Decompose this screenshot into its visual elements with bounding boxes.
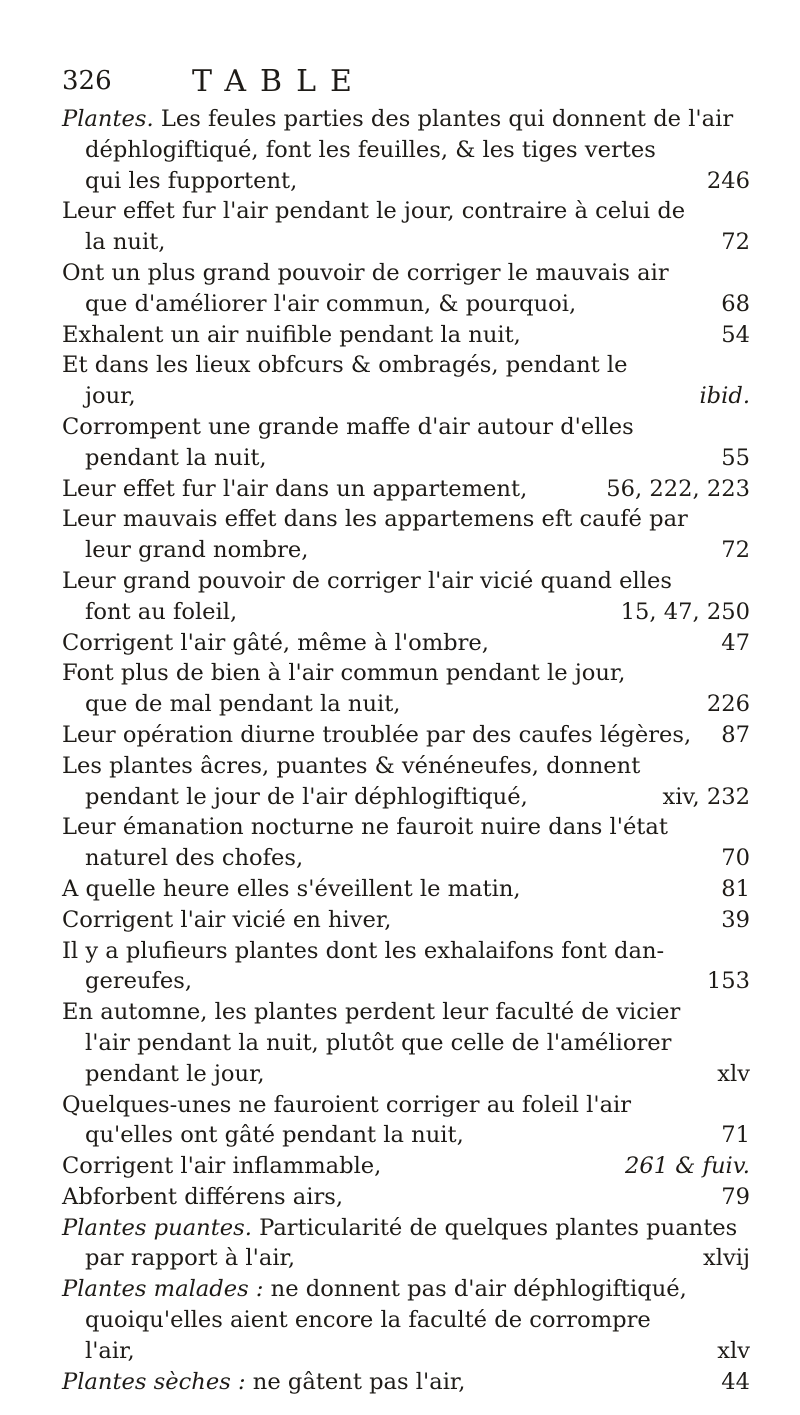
entry-body: leur grand nombre, (85, 537, 309, 564)
page-header (62, 64, 742, 104)
entry-text (85, 289, 576, 320)
entry-body: Leur mauvais effet dans les appartemens eft caufé par (62, 506, 688, 533)
entry-text (62, 905, 391, 936)
entry-text (62, 196, 685, 227)
index-line (62, 258, 750, 289)
entry-body: Quelques-unes ne fauroient corriger au foleil l'air (62, 1091, 632, 1118)
index-entry (62, 566, 750, 628)
index-entry (62, 1213, 750, 1275)
entry-body: Ont un plus grand pouvoir de corriger le mauvais air (62, 259, 669, 286)
index-line (62, 104, 750, 135)
page-reference: 47 (721, 629, 750, 656)
index-entry (62, 412, 750, 474)
index-entry (62, 905, 750, 936)
page-reference: 246 (706, 167, 750, 194)
index-line (62, 504, 750, 535)
entry-body: jour, (85, 383, 136, 410)
index-entry (62, 196, 750, 258)
entry-heading: Plantes malades : (62, 1276, 264, 1303)
entry-body: Corrigent l'air vicié en hiver, (62, 906, 392, 933)
entry-body: que de mal pendant la nuit, (85, 691, 401, 718)
page-reference: 54 (721, 321, 750, 348)
entry-body: naturel des chofes, (85, 845, 304, 872)
entry-text (62, 1274, 687, 1305)
entry-heading: Plantes puantes. (62, 1214, 252, 1241)
entry-text (85, 443, 267, 474)
entry-text (85, 1028, 671, 1059)
index-line (62, 227, 750, 258)
page-reference: 56, 222, 223 (606, 475, 750, 502)
page-reference: 15, 47, 250 (620, 598, 750, 625)
index-line (62, 1028, 750, 1059)
entry-text (62, 1182, 343, 1213)
index-entry (62, 474, 750, 505)
entry-body: ne gâtent pas l'air, (245, 1368, 466, 1395)
index-line (62, 1213, 750, 1244)
entry-text (85, 535, 308, 566)
entry-body: qu'elles ont gâté pendant la nuit, (85, 1122, 464, 1149)
entry-body: que d'améliorer l'air commun, & pourquoi, (85, 290, 577, 317)
entry-text (85, 1120, 464, 1151)
index-line (62, 966, 750, 997)
entry-body: Corrigent l'air inflammable, (62, 1153, 382, 1180)
entry-text (85, 381, 136, 412)
entry-text (62, 658, 625, 689)
entry-text (85, 843, 303, 874)
entry-text (62, 997, 680, 1028)
entry-body: Leur grand pouvoir de corriger l'air vicié quand elles (62, 567, 672, 594)
index-entry (62, 1367, 750, 1398)
entry-body: font au foleil, (85, 598, 238, 625)
running-head: TABLE (192, 64, 366, 99)
index-line (62, 320, 750, 351)
index-line (62, 1151, 750, 1182)
index-line (62, 720, 750, 751)
entry-body: Abforbent différens airs, (62, 1183, 344, 1210)
entry-body: quoiqu'elles aient encore la faculté de corrompre (85, 1307, 651, 1334)
index-line (62, 412, 750, 443)
index-line (62, 1274, 750, 1305)
entry-body: Leur effet fur l'air pendant le jour, contraire à celui de (62, 198, 686, 225)
page-reference: 70 (721, 845, 750, 872)
page-reference: 55 (721, 444, 750, 471)
page-reference: 81 (721, 875, 750, 902)
index-entry (62, 874, 750, 905)
entry-body: A quelle heure elles s'éveillent le matin, (62, 875, 521, 902)
index-line (62, 474, 750, 505)
entry-text (62, 474, 527, 505)
entry-text (85, 597, 237, 628)
entry-text (62, 1090, 631, 1121)
index-entry (62, 658, 750, 720)
index-line (62, 566, 750, 597)
index-line (62, 658, 750, 689)
entry-body: qui les fupportent, (85, 167, 298, 194)
entry-body: Corrigent l'air gâté, même à l'ombre, (62, 629, 489, 656)
index-line (62, 1120, 750, 1151)
index-line (62, 1243, 750, 1274)
index-line (62, 166, 750, 197)
index-line (62, 135, 750, 166)
entry-text (85, 782, 528, 813)
entry-body: Leur effet fur l'air dans un appartement, (62, 475, 528, 502)
index-entry (62, 1274, 750, 1366)
index-entry (62, 812, 750, 874)
index-line (62, 874, 750, 905)
entry-text (62, 104, 733, 135)
entry-body: Exhalent un air nuifible pendant la nuit, (62, 321, 521, 348)
page-reference: 72 (721, 229, 750, 256)
entry-body: Les feules parties des plantes qui donnent de l'air (153, 106, 734, 132)
entry-text (62, 320, 521, 351)
entry-body: ne donnent pas d'air déphlogiftiqué, (263, 1276, 687, 1303)
page-reference: 226 (706, 691, 750, 718)
page-reference: 71 (721, 1122, 750, 1149)
entry-text (85, 1336, 135, 1367)
index-line (62, 1090, 750, 1121)
index-line (62, 1367, 750, 1398)
entry-body: par rapport à l'air, (85, 1245, 296, 1272)
entry-text (62, 566, 672, 597)
index-line (62, 936, 750, 967)
index-line (62, 751, 750, 782)
index-line (62, 812, 750, 843)
page-reference: ibid. (699, 383, 750, 410)
index-entry (62, 997, 750, 1089)
index-entry (62, 1151, 750, 1182)
entry-body: Leur émanation nocturne ne fauroit nuire dans l'état (62, 814, 668, 841)
entry-text (85, 1305, 651, 1336)
index-entry (62, 320, 750, 351)
index-entry (62, 504, 750, 566)
entry-text (62, 628, 489, 659)
entry-text (62, 350, 627, 381)
entry-body: Leur opération diurne troublée par des caufes légères, (62, 721, 692, 748)
page-reference: 153 (706, 968, 750, 995)
entry-text (85, 166, 297, 197)
entry-text (62, 1367, 465, 1398)
page-reference: xlv (717, 1060, 750, 1087)
index-line (62, 1336, 750, 1367)
page-reference: 87 (721, 721, 750, 748)
page-reference: 79 (721, 1183, 750, 1210)
index-entry (62, 936, 750, 998)
page-number: 326 (62, 66, 112, 96)
entry-text (62, 936, 664, 967)
page-reference: 72 (721, 537, 750, 564)
index-line (62, 997, 750, 1028)
index-entry (62, 628, 750, 659)
entry-heading: Plantes sèches : (62, 1368, 246, 1395)
index-entries (62, 104, 750, 1397)
index-line (62, 1059, 750, 1090)
entry-body: pendant le jour, (85, 1060, 265, 1087)
index-entry (62, 350, 750, 412)
index-line (62, 843, 750, 874)
entry-body: la nuit, (85, 229, 166, 256)
page-reference: 44 (721, 1368, 750, 1395)
entry-text (85, 1059, 265, 1090)
entry-text (62, 874, 521, 905)
entry-text (62, 1213, 737, 1244)
entry-text (85, 227, 165, 258)
entry-text (85, 1243, 295, 1274)
entry-body: pendant le jour de l'air déphlogiftiqué, (85, 783, 528, 810)
entry-body: Font plus de bien à l'air commun pendant le jour, (62, 660, 626, 687)
index-line (62, 628, 750, 659)
entry-text (85, 135, 656, 166)
entry-text (62, 751, 640, 782)
entry-text (62, 504, 688, 535)
index-line (62, 905, 750, 936)
index-entry (62, 258, 750, 320)
index-line (62, 1305, 750, 1336)
entry-text (62, 412, 634, 443)
index-entry (62, 720, 750, 751)
index-line (62, 196, 750, 227)
page-reference: xlvij (703, 1245, 750, 1272)
entry-body: Les plantes âcres, puantes & vénéneufes, donnent (62, 752, 641, 779)
index-entry (62, 1182, 750, 1213)
index-line (62, 597, 750, 628)
index-entry (62, 1090, 750, 1152)
index-line (62, 1182, 750, 1213)
entry-heading: Plantes. (62, 106, 154, 132)
entry-body: Il y a plufieurs plantes dont les exhalaifons font dan- (62, 937, 665, 964)
entry-text (62, 1151, 381, 1182)
entry-body: En automne, les plantes perdent leur faculté de vicier (62, 999, 681, 1026)
index-line (62, 535, 750, 566)
entry-body: Et dans les lieux obfcurs & ombragés, pendant le (62, 352, 628, 379)
entry-body: déphlogiftiqué, font les feuilles, & les tiges vertes (85, 136, 656, 163)
entry-body: l'air, (85, 1337, 135, 1364)
page-reference: xlv (717, 1337, 750, 1364)
index-line (62, 443, 750, 474)
entry-text (62, 812, 668, 843)
entry-text (85, 966, 192, 997)
entry-text (62, 258, 669, 289)
index-line (62, 689, 750, 720)
entry-text (62, 720, 691, 751)
index-entry (62, 751, 750, 813)
page-reference: xiv, 232 (662, 783, 750, 810)
page-reference: 39 (721, 906, 750, 933)
entry-text (85, 689, 401, 720)
index-entry (62, 104, 750, 196)
entry-body: Corrompent une grande maffe d'air autour d'elles (62, 413, 634, 440)
index-line (62, 381, 750, 412)
entry-body: pendant la nuit, (85, 444, 267, 471)
index-line (62, 350, 750, 381)
entry-body: gereufes, (85, 968, 193, 995)
index-line (62, 289, 750, 320)
page-reference: 68 (721, 290, 750, 317)
index-line (62, 782, 750, 813)
entry-body: l'air pendant la nuit, plutôt que celle de l'améliorer (85, 1029, 672, 1056)
entry-body: Particularité de quelques plantes puantes (251, 1214, 738, 1241)
page-reference: 261 & fuiv. (624, 1153, 750, 1180)
